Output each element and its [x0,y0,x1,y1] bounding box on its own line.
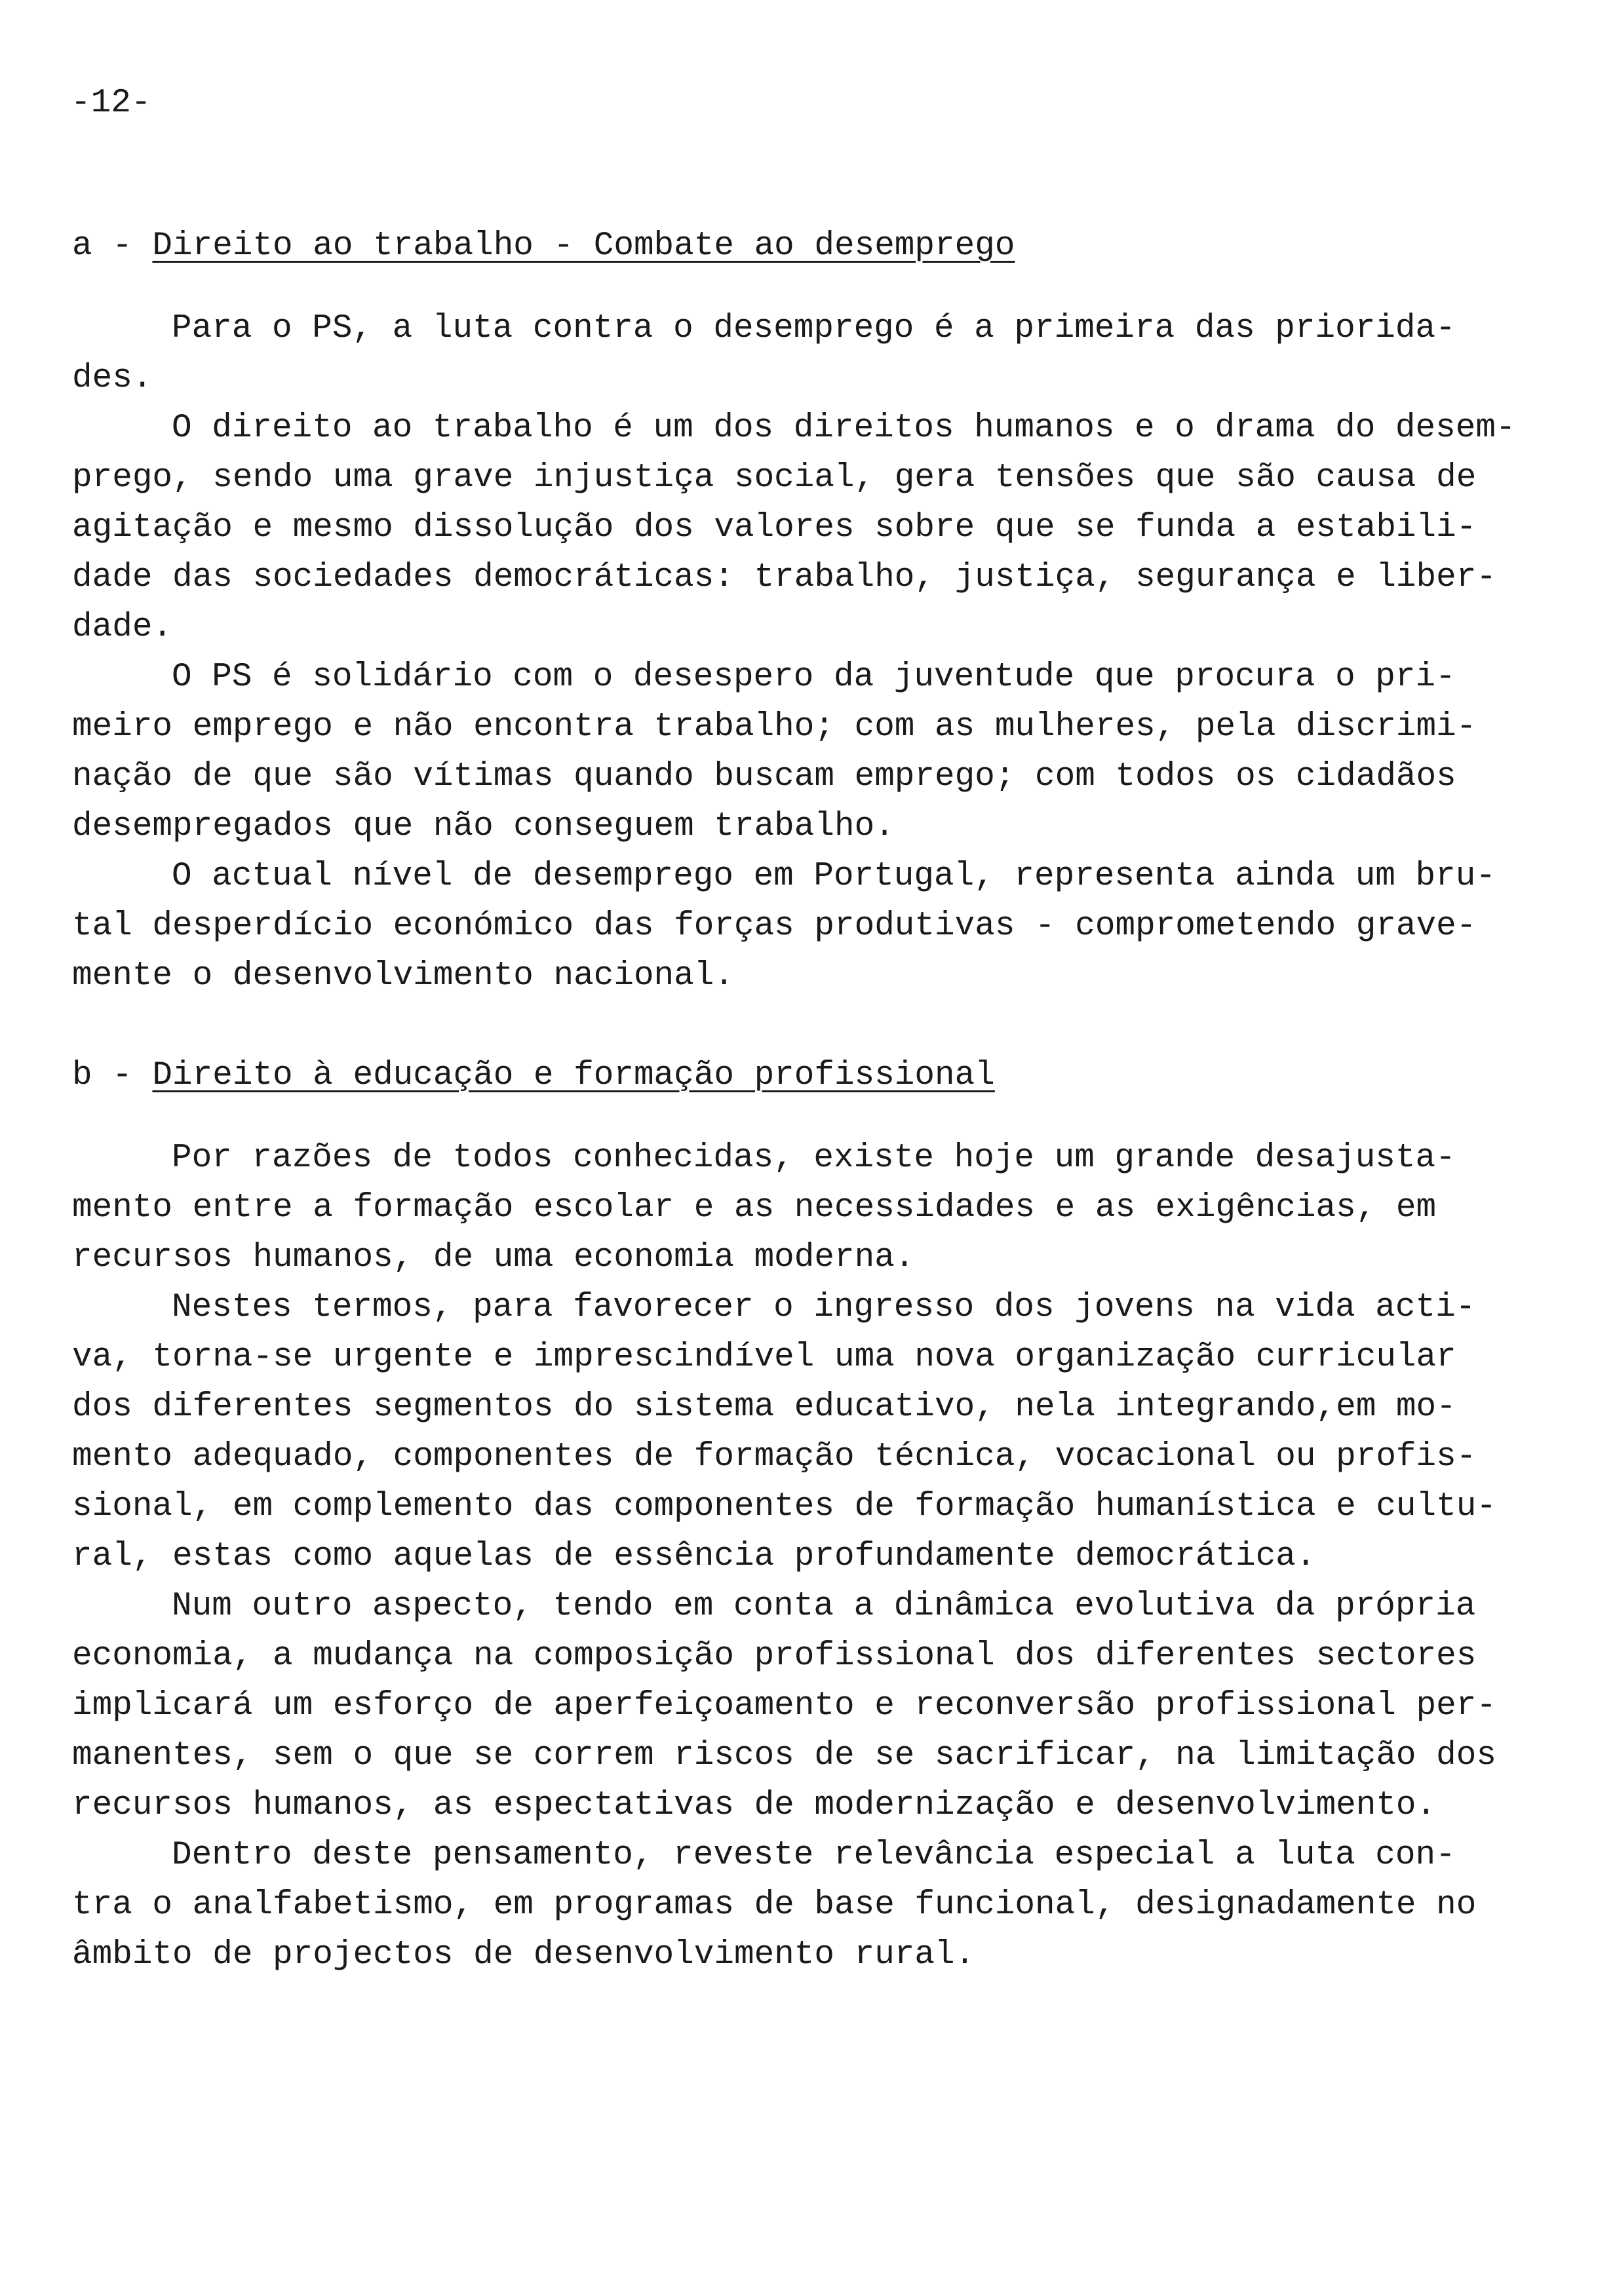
section-b-line-2: mento entre a formação escolar e as necessidades e as exigências, em [72,1189,1437,1227]
section-b-line-15: Dentro deste pensamento, reveste relevância especial a luta con- [172,1837,1456,1874]
section-a-line-13: tal desperdício económico das forças produtivas - comprometendo grave- [72,908,1477,945]
section-a-line-12: O actual nível de desemprego em Portugal, representa ainda um bru- [172,858,1496,895]
section-b-line-13: manentes, sem o que se correm riscos de se sacrificar, na limitação dos [72,1737,1496,1774]
section-b-line-7: mento adequado, componentes de formação técnica, vocacional ou profis- [72,1438,1477,1476]
page-number: -12- [71,85,151,122]
section-a-title: Direito ao trabalho - Combate ao desemprego [152,227,1015,265]
section-a-line-14: mente o desenvolvimento nacional. [72,957,734,995]
section-b-line-14: recursos humanos, as espectativas de modernização e desenvolvimento. [72,1787,1437,1824]
section-b-line-11: economia, a mudança na composição profissional dos diferentes sectores [72,1637,1477,1675]
section-b-heading [72,1056,995,1096]
section-b-line-4: Nestes termos, para favorecer o ingresso dos jovens na vida acti- [172,1289,1476,1326]
section-b-line-1: Por razões de todos conhecidas, existe hoje um grande desajusta- [172,1139,1456,1177]
section-b-line-5: va, torna-se urgente e imprescindível uma nova organização curricular [72,1339,1456,1376]
section-a-line-2: des. [72,360,153,397]
section-a-line-3: O direito ao trabalho é um dos direitos humanos e o drama do desem- [172,410,1516,447]
section-b-line-16: tra o analfabetismo, em programas de base funcional, designadamente no [72,1886,1477,1924]
section-a-heading [72,227,1015,266]
section-b-line-3: recursos humanos, de uma economia moderna. [72,1239,915,1276]
section-b-line-12: implicará um esforço de aperfeiçoamento e reconversão profissional per- [72,1687,1496,1725]
section-a-line-6: dade das sociedades democráticas: trabalho, justiça, segurança e liber- [72,559,1496,596]
section-a-line-4: prego, sendo uma grave injustiça social, gera tensões que são causa de [72,459,1477,497]
section-a-line-11: desempregados que não conseguem trabalho. [72,808,895,845]
section-b-prefix: b - [72,1057,153,1094]
section-b-line-9: ral, estas como aquelas de essência profundamente democrática. [72,1538,1316,1575]
section-b-line-10: Num outro aspecto, tendo em conta a dinâmica evolutiva da própria [172,1588,1476,1625]
section-a-line-7: dade. [72,609,173,646]
section-b-line-8: sional, em complemento das componentes de formação humanística e cultu- [72,1488,1496,1525]
section-b-title: Direito à educação e formação profissional [152,1057,995,1094]
section-b-line-17: âmbito de projectos de desenvolvimento rural. [72,1936,975,1974]
section-a-line-8: O PS é solidário com o desespero da juventude que procura o pri- [172,659,1456,696]
section-a-line-9: meiro emprego e não encontra trabalho; com as mulheres, pela discrimi- [72,708,1477,746]
section-a-line-10: nação de que são vítimas quando buscam emprego; com todos os cidadãos [72,758,1456,795]
section-a-prefix: a - [72,227,153,265]
section-a-line-1: Para o PS, a luta contra o desemprego é a primeira das priorida- [172,310,1456,347]
section-a-line-5: agitação e mesmo dissolução dos valores sobre que se funda a estabili- [72,509,1477,546]
section-b-line-6: dos diferentes segmentos do sistema educativo, nela integrando,em mo- [72,1388,1456,1426]
